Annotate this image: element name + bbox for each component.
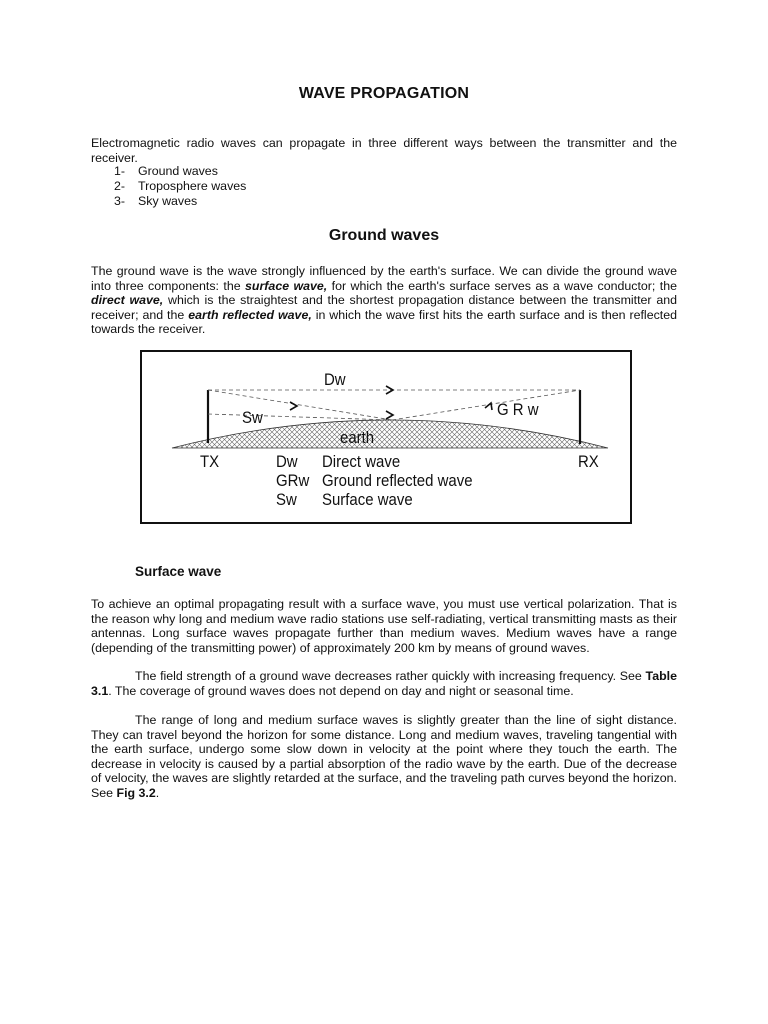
list-item: 1- Ground waves (114, 164, 218, 178)
page-title: WAVE PROPAGATION (298, 85, 470, 102)
surface-wave-path (208, 414, 392, 420)
list-item: 3- Sky waves (114, 194, 198, 208)
section-heading-surface-wave: Surface wave (135, 564, 222, 579)
legend-desc-grw: Ground reflected wave (322, 471, 473, 490)
label-tx: TX (200, 452, 220, 471)
section-heading-ground-waves: Ground waves (328, 227, 440, 244)
ground-wave-diagram (140, 350, 632, 524)
intro-paragraph: Electromagnetic radio waves can propagate in three different ways between the transmitter and the receiver. (91, 136, 677, 165)
legend-desc-sw: Surface wave (322, 490, 413, 509)
arrow-reflected (485, 403, 492, 410)
arrow-ground (386, 411, 393, 419)
reflected-wave-path-2 (392, 390, 580, 420)
arrow-surface (290, 402, 297, 410)
surface-wave-paragraph-1: To achieve an optimal propagating result with a surface wave, you must use vertical polarization. That is the reason why long and medium wave radio stations use self-radiating, vertical transmitting masts as their antennas. Long surface waves propagate further than medium waves. Medium waves have a range (depending of the transmitting power) of approximately 200 km by means of ground waves. (91, 597, 677, 655)
arrow-direct (386, 386, 393, 394)
earth-surface (172, 420, 608, 448)
legend-abbr-dw: Dw (276, 452, 298, 471)
label-dw: Dw (324, 370, 346, 389)
reflected-wave-path-1 (208, 390, 392, 420)
surface-wave-paragraph-2: The field strength of a ground wave decreases rather quickly with increasing frequency. See Table 3.1. The coverage of ground waves does not depend on day and night or seasonal time. (91, 669, 677, 698)
propagation-list (114, 164, 246, 209)
ground-waves-paragraph: The ground wave is the wave strongly influenced by the earth's surface. We can divide the ground wave into three components: the surface wave, for which the earth's surface serves as a wave conductor; the direct wave, which is the straightest and the shortest propagation distance between the transmitter and receiver; and the earth reflected wave, in which the wave first hits the earth surface and is then reflected towards the receiver. (91, 264, 677, 337)
label-sw: Sw (242, 408, 263, 427)
label-rx: RX (578, 452, 599, 471)
legend-desc-dw: Direct wave (322, 452, 401, 471)
list-item: 2- Troposphere waves (114, 179, 247, 193)
label-earth: earth (340, 428, 375, 447)
label-grw: G R w (497, 400, 539, 419)
surface-wave-paragraph-3: The range of long and medium surface waves is slightly greater than the line of sight distance. They can travel beyond the horizon for some distance. Long and medium waves, traveling tangential with the earth surface, undergo some slow down in velocity at the point where they touch the earth. The decrease in velocity is caused by a partial absorption of the radio wave by the earth. Due of the decrease of velocity, the waves are slightly retarded at the surface, and the traveling path curves beyond the horizon. See Fig 3.2. (91, 713, 677, 800)
legend-abbr-grw: GRw (276, 471, 310, 490)
legend-abbr-sw: Sw (276, 490, 297, 509)
